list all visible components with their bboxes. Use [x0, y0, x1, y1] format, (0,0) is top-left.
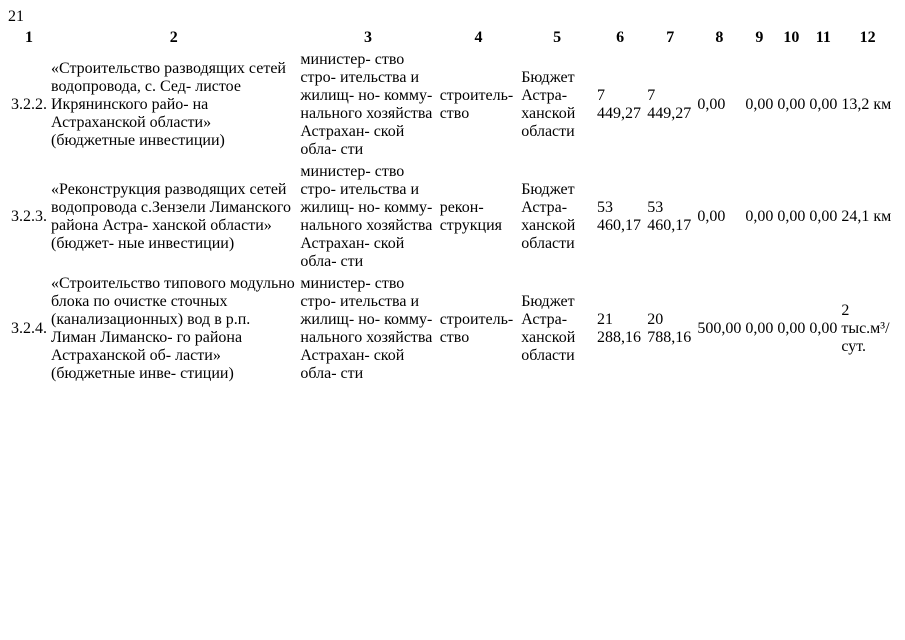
organization-cell [299, 274, 436, 384]
funding-source-line: Бюджет [521, 293, 575, 310]
organization-line: хозяйства [366, 105, 433, 122]
organization-line: и жилищ- [300, 181, 420, 216]
table-row [10, 274, 895, 384]
organization-line: Астрахан- [300, 347, 370, 364]
project-name-line: ные инвестиции) [118, 235, 235, 252]
project-name-line: ханской области» (бюджет- [51, 217, 272, 252]
value-col-7: 7 449,27 [647, 87, 692, 122]
table-row [10, 162, 895, 272]
organization-line: но- [358, 87, 381, 104]
organization-line: нального [300, 329, 363, 346]
project-name-line: сетей водопровода, с. Сед- [51, 60, 286, 95]
organization-line: ской обла- [300, 347, 405, 382]
col-header-6: 6 [616, 29, 625, 46]
capacity-line: 2 тыс.м³/ [841, 302, 890, 337]
work-type-cell [439, 50, 519, 160]
capacity-line: сут. [841, 338, 867, 355]
capacity-cell [840, 274, 895, 384]
organization-line: нального [300, 217, 363, 234]
project-name-line: «Строительство разводящих [51, 60, 245, 77]
project-name-line: модульно блока по очистке [51, 275, 295, 310]
value-col-9: 0,00 [745, 208, 774, 225]
work-type-cell [439, 274, 519, 384]
project-name-cell [50, 162, 297, 272]
item-number: 3.2.3. [11, 208, 47, 225]
value-col-11: 0,00 [809, 320, 838, 337]
funding-source-line: ханской [521, 217, 576, 234]
project-name-line: сточных (канализационных) [51, 293, 228, 328]
col-header-5: 5 [553, 29, 562, 46]
organization-line: Астрахан- [300, 123, 370, 140]
value-col-10: 0,00 [777, 208, 806, 225]
value-col-7: 53 460,17 [647, 199, 692, 234]
project-name-line: вод в р.п. Лиман Лиманско- [51, 311, 251, 346]
value-col-6: 21 288,16 [597, 311, 642, 346]
organization-cell [299, 50, 436, 160]
item-number-cell [10, 274, 48, 384]
organization-line: комму- [384, 311, 433, 328]
work-type-cell [439, 162, 519, 272]
col-header-2: 2 [169, 29, 178, 46]
project-name-line: «Строительство типового [51, 275, 226, 292]
organization-cell [299, 162, 436, 272]
organization-line: ительства [340, 69, 407, 86]
item-number: 3.2.4. [11, 320, 47, 337]
value-col-11: 0,00 [809, 208, 838, 225]
organization-line: министер- [300, 163, 371, 180]
organization-line: сти [340, 365, 364, 382]
organization-line: хозяйства [366, 217, 433, 234]
organization-line: ской обла- [300, 235, 405, 270]
col-header-4: 4 [474, 29, 483, 46]
organization-line: ство стро- [300, 51, 405, 86]
funding-source-line: Бюджет [521, 181, 575, 198]
project-name-line: сетей водопровода с.Зензели [51, 181, 287, 216]
funding-source-cell [520, 274, 594, 384]
organization-line: и жилищ- [300, 69, 420, 104]
item-number: 3.2.2. [11, 96, 47, 113]
project-name-line: листое Икрянинского райо- [51, 78, 241, 113]
col-header-3: 3 [364, 29, 373, 46]
organization-line: но- [358, 199, 381, 216]
project-name-cell [50, 274, 297, 384]
value-col-10: 0,00 [777, 320, 806, 337]
organization-line: Астрахан- [300, 235, 370, 252]
organization-line: ительства [340, 293, 407, 310]
project-name-line: Лиманского района Астра- [51, 199, 291, 234]
funding-source-line: Астра- [521, 311, 568, 328]
work-type-line: строитель- [439, 311, 514, 328]
organization-line: комму- [384, 87, 433, 104]
funding-source-line: ханской [521, 105, 576, 122]
organization-line: хозяйства [366, 329, 433, 346]
project-name-line: го района Астраханской об- [51, 329, 243, 364]
organization-line: министер- [300, 275, 371, 292]
organization-line: министер- [300, 51, 371, 68]
col-header-7: 7 [666, 29, 675, 46]
value-col-8: 0,00 [697, 96, 726, 113]
project-name-cell [50, 50, 297, 160]
work-type-line: струкция [439, 217, 503, 234]
value-col-10: 0,00 [777, 96, 806, 113]
item-number-cell [10, 162, 48, 272]
organization-line: нального [300, 105, 363, 122]
funding-source-line: области [521, 235, 575, 252]
value-col-6: 7 449,27 [597, 87, 642, 122]
value-col-7: 20 788,16 [647, 311, 692, 346]
funding-source-cell [520, 50, 594, 160]
project-name-line: (бюджетные инвестиции) [51, 132, 225, 149]
col-header-1: 1 [25, 29, 33, 46]
funding-source-line: Астра- [521, 199, 568, 216]
value-col-6: 53 460,17 [597, 199, 642, 234]
page-number: 21 [8, 8, 24, 25]
project-name-line: «Реконструкция разводящих [51, 181, 246, 198]
funding-source-cell [520, 162, 594, 272]
table-row [10, 50, 895, 160]
organization-line: и жилищ- [300, 293, 420, 328]
work-type-line: ство [439, 329, 470, 346]
investment-table [8, 26, 897, 386]
organization-line: но- [358, 311, 381, 328]
funding-source-line: ханской [521, 329, 576, 346]
work-type-line: строитель- [439, 87, 514, 104]
funding-source-line: Астра- [521, 87, 568, 104]
organization-line: ской обла- [300, 123, 405, 158]
project-name-line: стиции) [180, 365, 234, 382]
value-col-8: 0,00 [697, 208, 726, 225]
organization-line: сти [340, 141, 364, 158]
project-name-line: ласти» (бюджетные инве- [51, 347, 221, 382]
col-header-11: 11 [815, 29, 831, 46]
funding-source-line: области [521, 123, 575, 140]
item-number-cell [10, 50, 48, 160]
work-type-line: ство [439, 105, 470, 122]
organization-line: ство стро- [300, 163, 405, 198]
capacity-cell: 13,2 км [841, 96, 892, 113]
organization-line: ительства [340, 181, 407, 198]
value-col-9: 0,00 [745, 96, 774, 113]
capacity-cell: 24,1 км [841, 208, 892, 225]
value-col-8: 500,00 [697, 320, 742, 337]
column-number-row [10, 28, 895, 48]
value-col-11: 0,00 [809, 96, 838, 113]
col-header-10: 10 [783, 29, 800, 46]
project-name-line: на Астраханской области» [51, 96, 212, 131]
funding-source-line: области [521, 347, 575, 364]
work-type-line: рекон- [439, 199, 484, 216]
organization-line: сти [340, 253, 364, 270]
col-header-8: 8 [715, 29, 724, 46]
organization-line: ство стро- [300, 275, 405, 310]
page [8, 8, 897, 386]
col-header-12: 12 [859, 29, 876, 46]
funding-source-line: Бюджет [521, 69, 575, 86]
value-col-9: 0,00 [745, 320, 774, 337]
organization-line: комму- [384, 199, 433, 216]
col-header-9: 9 [755, 29, 764, 46]
